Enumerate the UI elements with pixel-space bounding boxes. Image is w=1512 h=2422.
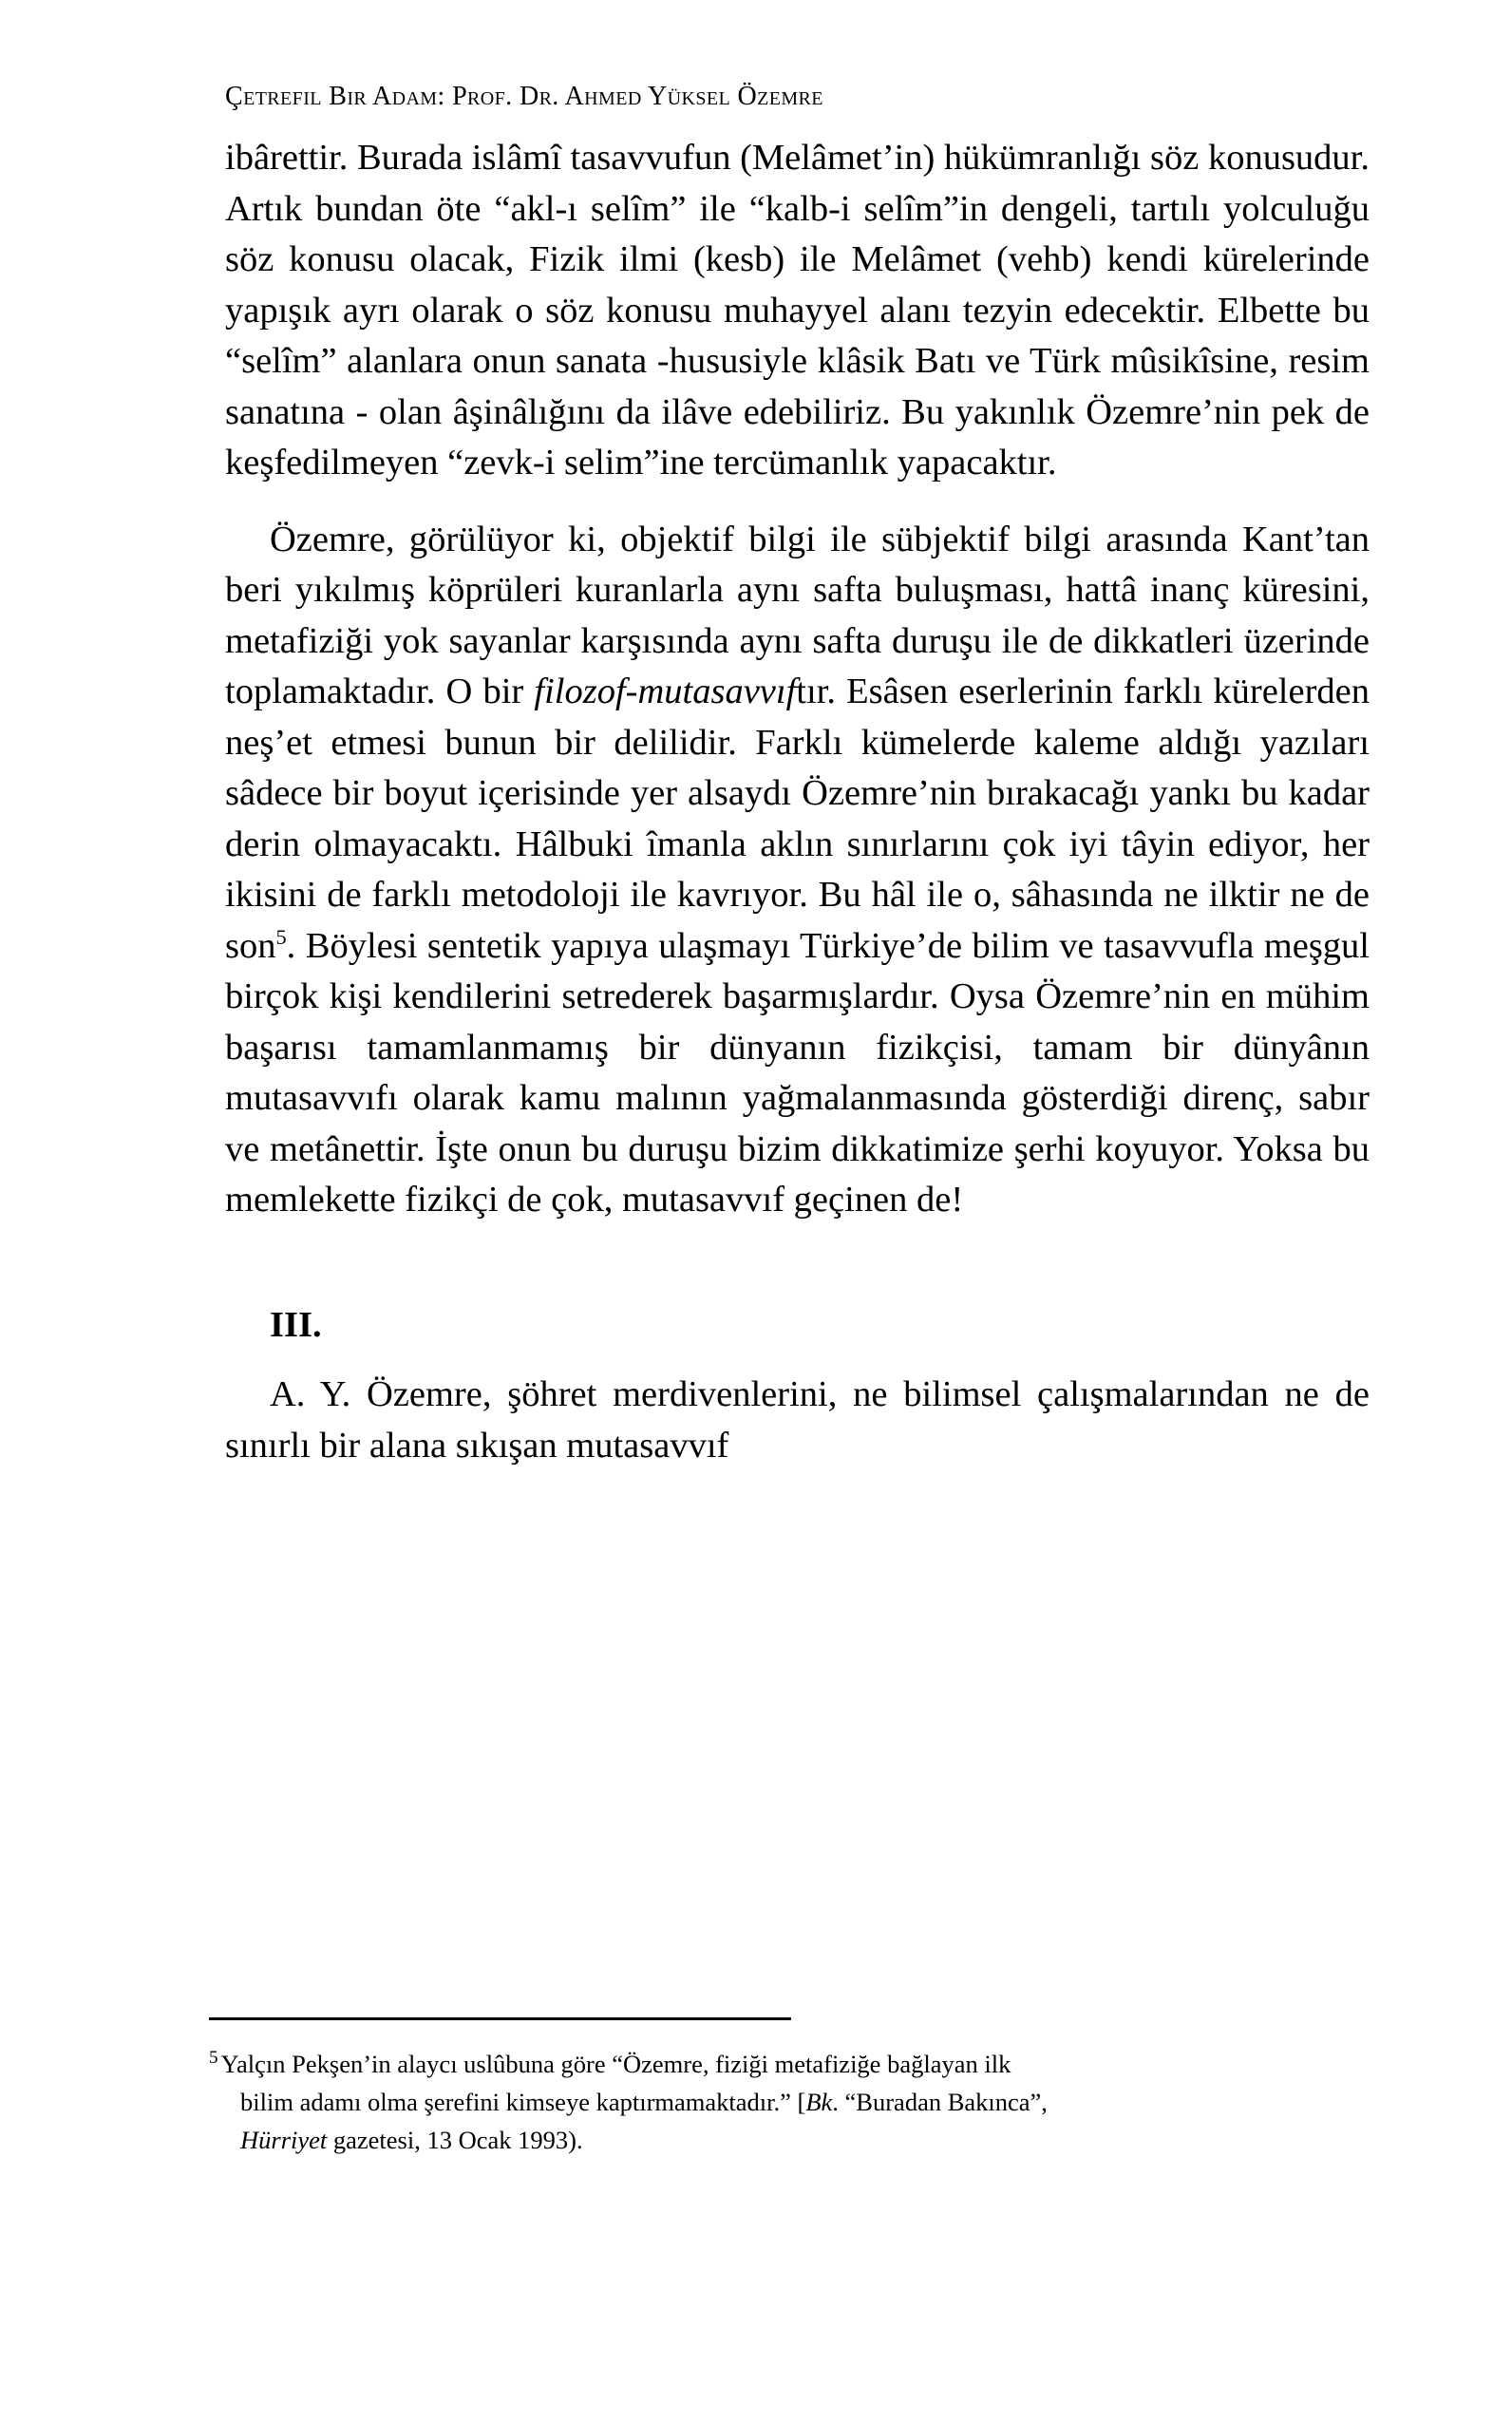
footnote-line-1: [209, 2045, 1344, 2083]
paragraph-1: [225, 133, 1370, 489]
footnote-line-2-text-a: bilim adamı olma şerefini kimseye kaptırmamaktadır.” [: [240, 2088, 806, 2116]
footnote-line-2-text-b: . “Buradan Bakınca”,: [832, 2088, 1048, 2116]
paragraph-3-text: A. Y. Özemre, şöhret merdivenlerini, ne bilimsel çalışmalarından ne de sınırlı bir alana sıkışan mutasavvıf: [225, 1374, 1370, 1466]
section-heading-gap-before: [225, 1226, 1370, 1300]
body-text-column: [225, 133, 1370, 1471]
paragraph-2: [225, 515, 1370, 1226]
paragraph-3: [225, 1370, 1370, 1471]
footnote-line-3-italic: Hürriyet: [240, 2126, 328, 2154]
paragraph-gap: [225, 489, 1370, 515]
paragraph-2-italic-term: filozof-mutasavvıf: [534, 672, 797, 711]
footnote-number: 5: [209, 2048, 218, 2069]
paragraph-2-text-part-3: . Böylesi sentetik yapıya ulaşmayı Türkiye’de bilim ve tasavvufla meşgul birçok kişi kendilerini setrederek başarmışlardır. Oysa Özemre’nin en mühim başarısı tamamlanmamış bir dünyanın fizikçisi, tamam bir dünyânın mutasavvıfı olarak kamu malının yağmalanmasında gösterdiği direnç, sabır ve metânettir. İşte onun bu duruşu bizim dikkatimize şerhi koyuyor. Yoksa bu memlekette fizikçi de çok, mutasavvıf geçinen de!: [225, 925, 1370, 1220]
paragraph-2-text-part-2: tır. Esâsen eserlerinin farklı kürelerden neş’et etmesi bunun bir delilidir. Farklı kümelerde kaleme aldığı yazıları sâdece bir boyut içerisinde yer alsaydı Özemre’nin bırakacağı yankı bu kadar derin olmayacaktı. Hâlbuki îmanla aklın sınırlarını çok iyi tâyin ediyor, her ikisini de farklı metodoloji ile kavrıyor. Bu hâl ile o, sâhasında ne ilktir ne de son: [225, 672, 1370, 966]
footnote-line-3-text: gazetesi, 13 Ocak 1993).: [327, 2126, 583, 2154]
section-heading: III.: [270, 1304, 322, 1345]
footnote-5: [209, 2045, 1344, 2159]
running-head: Çetrefil Bir Adam: Prof. Dr. Ahmed Yüksel Özemre: [225, 82, 823, 111]
footnote-line-2: [209, 2083, 1344, 2121]
footnote-line-1-text: Yalçın Pekşen’in alaycı uslûbuna göre “Özemre, fiziği metafiziğe bağlayan ilk: [220, 2050, 1011, 2078]
footnote-line-3: [209, 2121, 1344, 2159]
footnote-reference-5[interactable]: 5: [275, 924, 287, 949]
paragraph-1-text: ibârettir. Burada islâmî tasavvufun (Melâmet’in) hükümranlığı söz konusudur. Artık bundan öte “akl-ı selîm” ile “kalb-i selîm”in dengeli, tartılı yolculuğu söz konusu olacak, Fizik ilmi (kesb) ile Melâmet (vehb) kendi kürelerinde yapışık ayrı olarak o söz konusu muhayyel alanı tezyin edecektir. Elbette bu “selîm” alanlara onun sanata -hususiyle klâsik Batı ve Türk mûsikîsine, resim sanatına - olan âşinâlığını da ilâve edebiliriz. Bu yakınlık Özemre’nin pek de keşfedilmeyen “zevk-i selim”ine tercümanlık yapacaktır.: [225, 138, 1370, 483]
footnote-separator-rule: [209, 2017, 791, 2020]
footnote-line-2-italic: Bk: [805, 2088, 833, 2116]
paragraph-2-text-part-1: Özemre, görülüyor ki, objektif bilgi ile sübjektif bilgi arasında Kant’tan beri yıkılmış köprüleri kuranlarla aynı safta buluşması, hattâ inanç küresini, metafiziği yok sayanlar karşısında aynı safta duruşu ile de dikkatleri üzerinde toplamaktadır. O bir: [225, 519, 1370, 711]
section-heading-gap-after: [225, 1351, 1370, 1370]
footnote-area: [209, 2017, 1349, 2159]
